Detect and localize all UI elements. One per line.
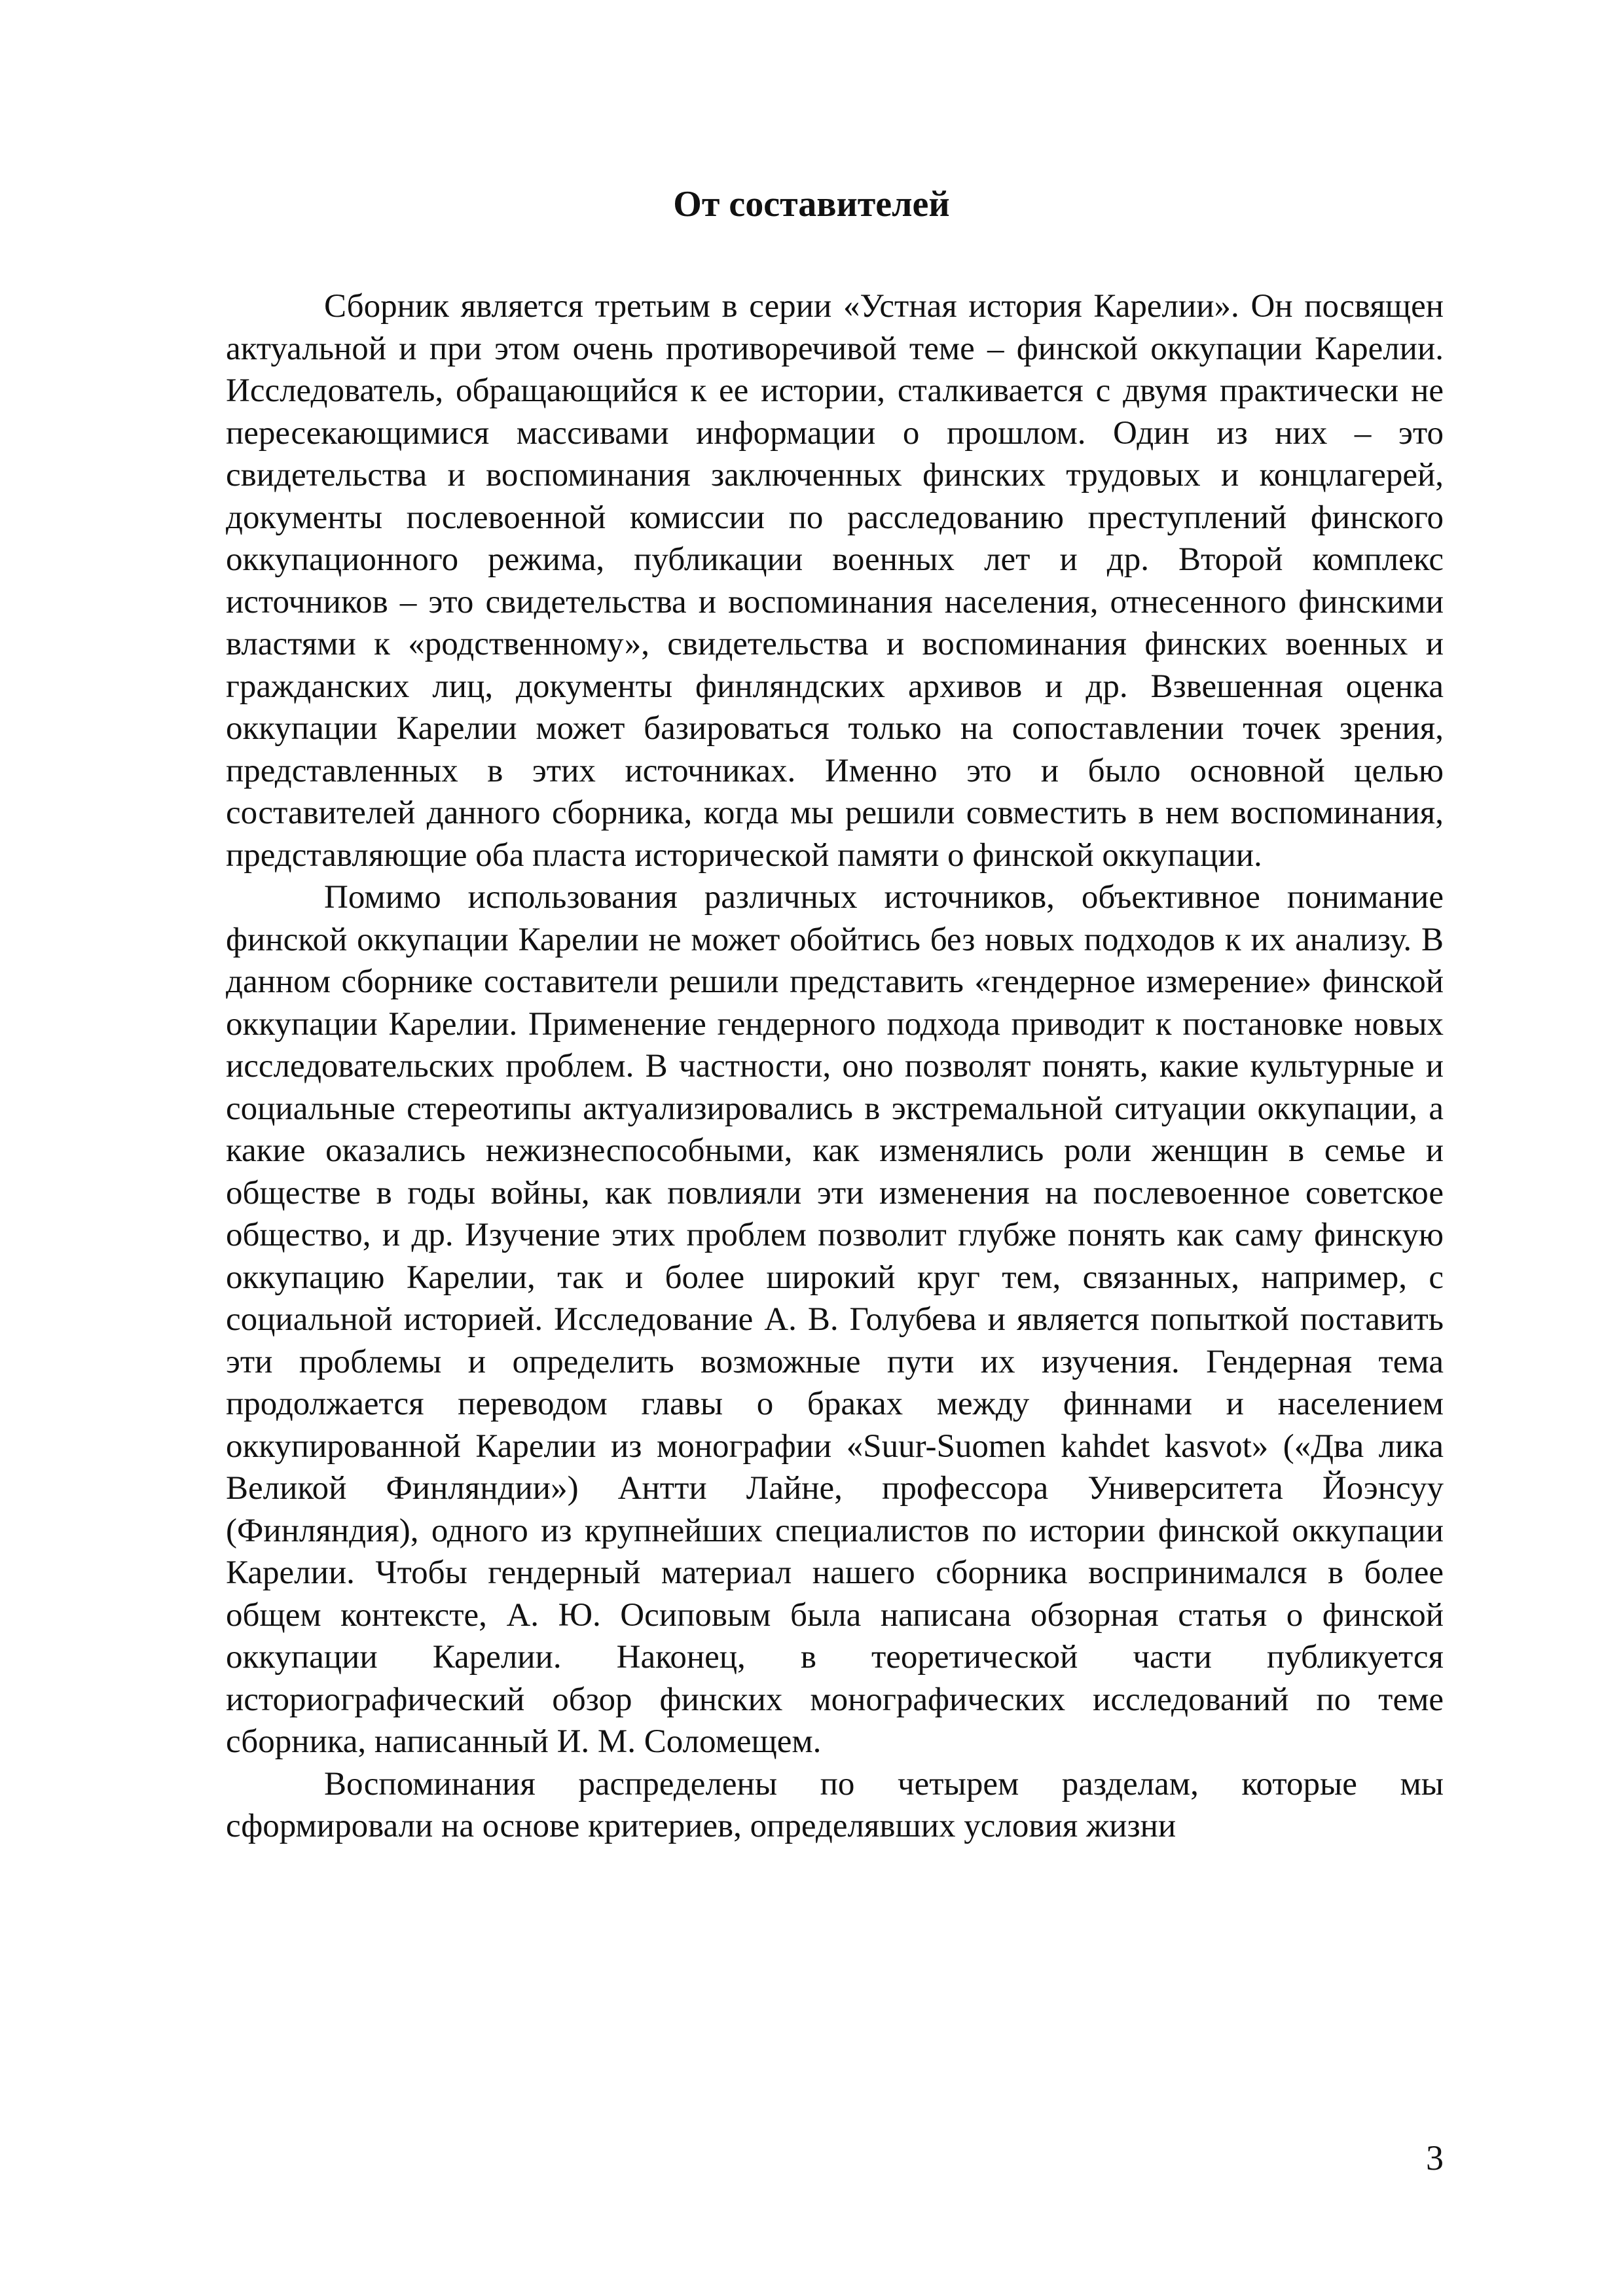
page-title: От составителей [673, 184, 950, 224]
body-text [226, 285, 1444, 1848]
paragraph-2: Помимо использования различных источников, объективное понимание финской оккупации Карелии не может обойтись без новых подходов к их анализу. В данном сборнике составители решили представить «гендерное измерение» финской оккупации Карелии. Применение гендерного подхода приводит к постановке новых исследовательских проблем. В частности, оно позволят понять, какие культурные и социальные стереотипы актуализировались в экстремальной ситуации оккупации, а какие оказались нежизнеспособными, как изменялись роли женщин в семье и обществе в годы войны, как повлияли эти изменения на послевоенное советское общество, и др. Изучение этих проблем позволит глубже понять как саму финскую оккупацию Карелии, так и более широкий круг тем, связанных, например, с социальной историей. Исследование А. В. Голубева и является попыткой поставить эти проблемы и определить возможные пути их изучения. Гендерная тема продолжается переводом главы о браках между финнами и населением оккупированной Карелии из монографии «Suur-Suomen kahdet kasvot» («Два лика Великой Финляндии») Антти Лайне, профессора Университета Йоэнсуу (Финляндия), одного из крупнейших специалистов по истории финской оккупации Карелии. Чтобы гендерный материал нашего сборника воспринимался в более общем контексте, А. Ю. Осиповым была написана обзорная статья о финской оккупации Карелии. Наконец, в теоретической части публикуется историографический обзор финских монографических исследований по теме сборника, написанный И. М. Соломещем. [226, 879, 1444, 1760]
paragraph-3: Воспоминания распределены по четырем разделам, которые мы сформировали на основе критериев, определявших условия жизни [226, 1765, 1444, 1844]
paragraph-1: Сборник является третьим в серии «Устная история Карелии». Он посвящен актуальной и при этом очень противоречивой теме – финской оккупации Карелии. Исследователь, обращающийся к ее истории, сталкивается с двумя практически не пересекающимися массивами информации о прошлом. Один из них – это свидетельства и воспоминания заключенных финских трудовых и концлагерей, документы послевоенной комиссии по расследованию преступлений финского оккупационного режима, публикации военных лет и др. Второй комплекс источников – это свидетельства и воспоминания населения, отнесенного финскими властями к «родственному», свидетельства и воспоминания финских военных и гражданских лиц, документы финляндских архивов и др. Взвешенная оценка оккупации Карелии может базироваться только на сопоставлении точек зрения, представленных в этих источниках. Именно это и было основной целью составителей данного сборника, когда мы решили совместить в нем воспоминания, представляющие оба пласта исторической памяти о финской оккупации. [226, 288, 1444, 874]
page-number: 3 [1426, 2138, 1444, 2178]
